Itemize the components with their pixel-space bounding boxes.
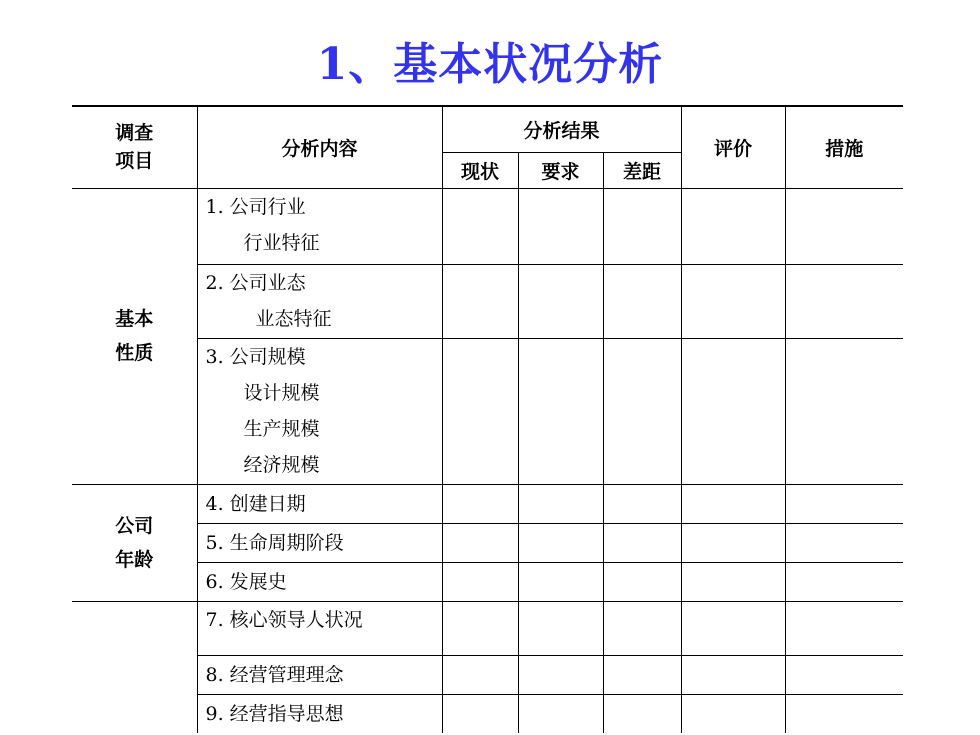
header-current: 现状 xyxy=(442,152,518,188)
cell-required[interactable] xyxy=(518,264,603,338)
cell-current[interactable] xyxy=(442,264,518,338)
header-gap: 差距 xyxy=(603,152,681,188)
page-title: 1、基本状况分析 xyxy=(316,39,664,90)
row-sub-item: 设计规模 xyxy=(243,381,320,404)
row-sub-item: 生产规模 xyxy=(243,417,320,440)
cell-required[interactable] xyxy=(518,188,603,264)
cell-measures[interactable] xyxy=(785,188,903,264)
cell-measures[interactable] xyxy=(785,694,903,733)
cell-gap[interactable] xyxy=(603,562,681,601)
cell-gap[interactable] xyxy=(603,484,681,523)
cell-required[interactable] xyxy=(518,694,603,733)
analysis-table xyxy=(72,105,903,733)
row-sub-item: 行业特征 xyxy=(243,231,320,254)
row-sub-item: 经济规模 xyxy=(243,453,320,476)
cell-evaluation[interactable] xyxy=(681,601,785,655)
row-company-scale xyxy=(197,338,442,484)
header-category xyxy=(72,106,197,188)
cell-gap[interactable] xyxy=(603,601,681,655)
cell-current[interactable] xyxy=(442,562,518,601)
cell-gap[interactable] xyxy=(603,264,681,338)
cell-required[interactable] xyxy=(518,655,603,694)
cell-gap[interactable] xyxy=(603,694,681,733)
cell-evaluation[interactable] xyxy=(681,264,785,338)
header-category-line2: 项目 xyxy=(115,150,154,173)
cell-current[interactable] xyxy=(442,694,518,733)
row-label: 3. 公司规模 xyxy=(205,345,306,368)
category-basic-nature xyxy=(72,188,197,484)
cell-gap[interactable] xyxy=(603,338,681,484)
cell-gap[interactable] xyxy=(603,188,681,264)
cell-current[interactable] xyxy=(442,601,518,655)
cell-measures[interactable] xyxy=(785,655,903,694)
cell-gap[interactable] xyxy=(603,523,681,562)
cell-measures[interactable] xyxy=(785,601,903,655)
row-company-format xyxy=(197,264,442,338)
row-core-leader: 7. 核心领导人状况 xyxy=(197,601,442,655)
cell-current[interactable] xyxy=(442,188,518,264)
row-label: 1. 公司行业 xyxy=(205,195,306,218)
cell-measures[interactable] xyxy=(785,338,903,484)
header-category-line1: 调查 xyxy=(115,122,154,145)
cell-evaluation[interactable] xyxy=(681,694,785,733)
cell-required[interactable] xyxy=(518,338,603,484)
header-required: 要求 xyxy=(518,152,603,188)
cell-required[interactable] xyxy=(518,562,603,601)
row-founding-date: 4. 创建日期 xyxy=(197,484,442,523)
row-sub-item: 业态特征 xyxy=(255,307,332,330)
header-content: 分析内容 xyxy=(197,106,442,188)
cell-evaluation[interactable] xyxy=(681,655,785,694)
cell-measures[interactable] xyxy=(785,264,903,338)
cell-current[interactable] xyxy=(442,338,518,484)
cell-required[interactable] xyxy=(518,601,603,655)
cell-current[interactable] xyxy=(442,523,518,562)
cell-measures[interactable] xyxy=(785,484,903,523)
cell-current[interactable] xyxy=(442,655,518,694)
cell-measures[interactable] xyxy=(785,523,903,562)
row-label: 2. 公司业态 xyxy=(205,271,306,294)
category-basic-nature-line1: 基本 xyxy=(115,308,154,330)
category-company-age-line1: 公司 xyxy=(115,514,154,537)
cell-gap[interactable] xyxy=(603,655,681,694)
cell-evaluation[interactable] xyxy=(681,338,785,484)
row-company-industry xyxy=(197,188,442,264)
category-basic-nature-line2: 性质 xyxy=(115,342,154,364)
cell-measures[interactable] xyxy=(785,562,903,601)
cell-required[interactable] xyxy=(518,523,603,562)
header-measures: 措施 xyxy=(785,106,903,188)
cell-evaluation[interactable] xyxy=(681,484,785,523)
category-company-age xyxy=(72,484,197,601)
header-evaluation: 评价 xyxy=(681,106,785,188)
row-development-history: 6. 发展史 xyxy=(197,562,442,601)
cell-evaluation[interactable] xyxy=(681,188,785,264)
category-company-age-line2: 年龄 xyxy=(115,548,154,571)
cell-current[interactable] xyxy=(442,484,518,523)
row-lifecycle-stage: 5. 生命周期阶段 xyxy=(197,523,442,562)
cell-evaluation[interactable] xyxy=(681,523,785,562)
row-guiding-ideology: 9. 经营指导思想 xyxy=(197,694,442,733)
cell-evaluation[interactable] xyxy=(681,562,785,601)
cell-required[interactable] xyxy=(518,484,603,523)
category-empty xyxy=(72,601,197,733)
row-management-philosophy: 8. 经营管理理念 xyxy=(197,655,442,694)
header-results: 分析结果 xyxy=(442,106,681,152)
